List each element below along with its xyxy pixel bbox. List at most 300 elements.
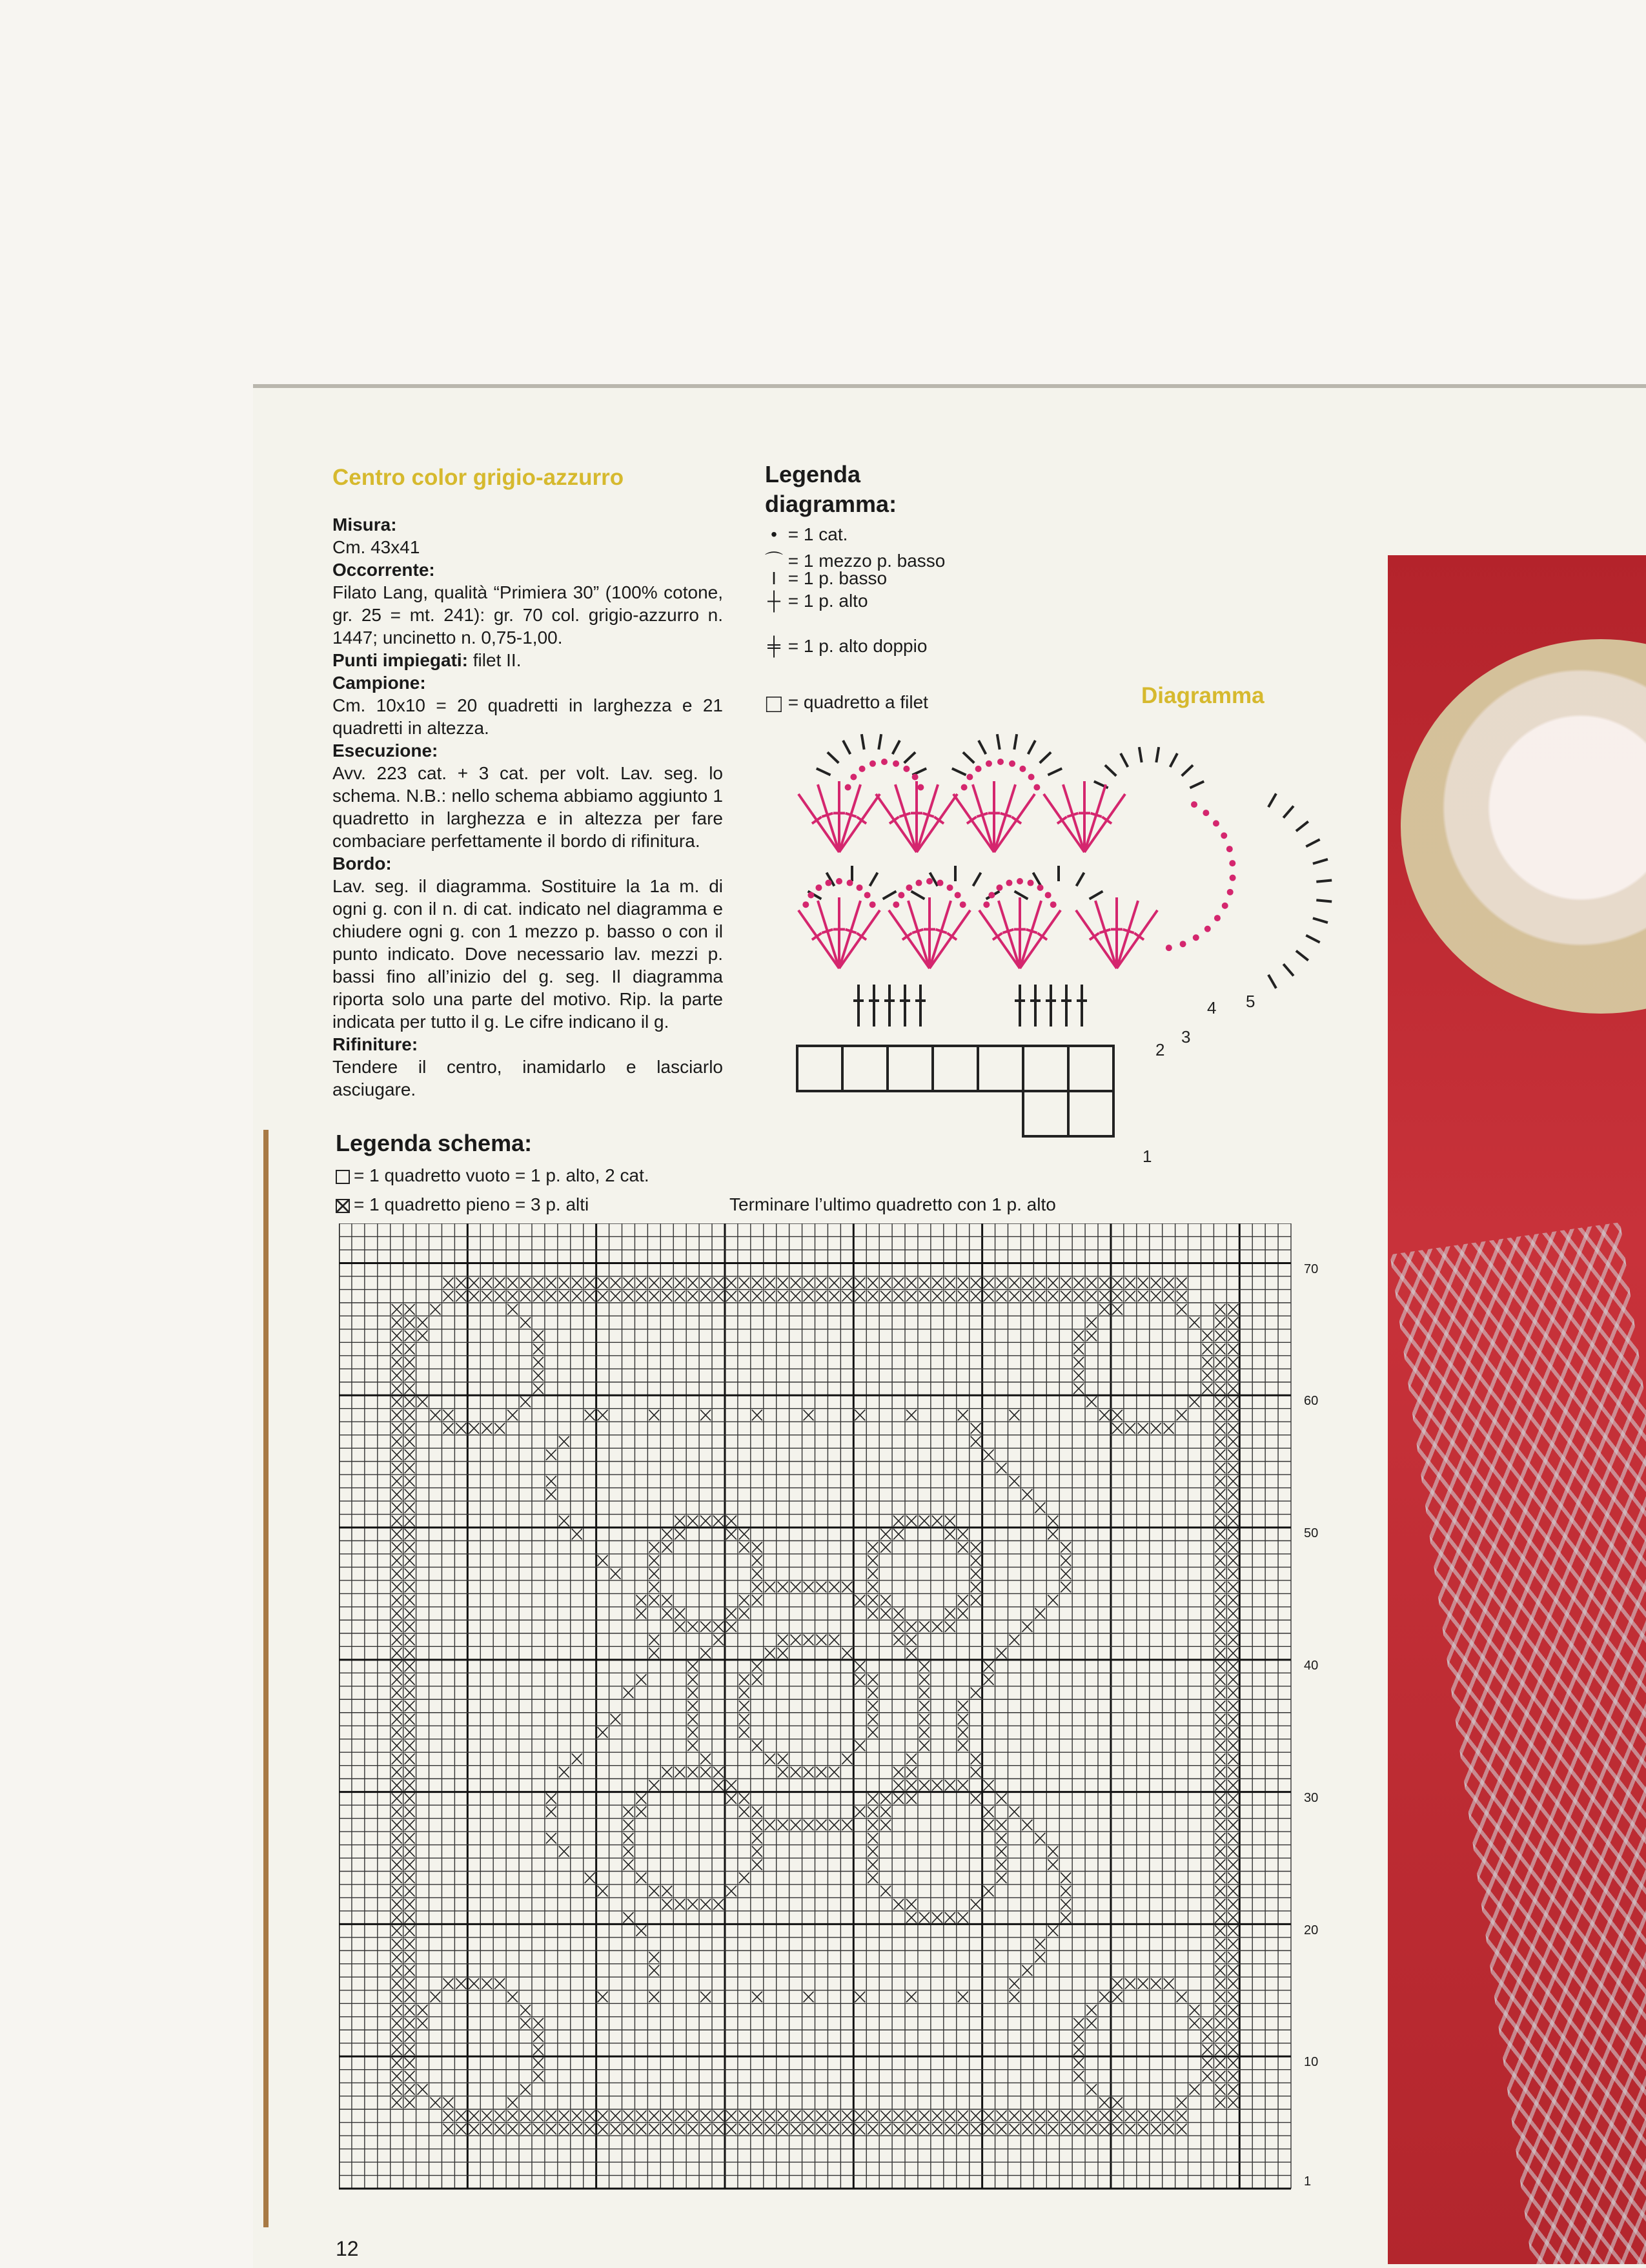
filled-cell <box>675 2124 685 2134</box>
filled-cell <box>494 1978 505 1988</box>
filled-cell <box>624 1278 634 1288</box>
filled-cell <box>636 1872 646 1883</box>
filled-cell <box>405 1793 415 1804</box>
row-label: 50 <box>1304 1526 1319 1541</box>
filled-cell <box>1035 1952 1045 1962</box>
filled-cell <box>392 1410 402 1420</box>
filled-cell <box>893 1278 904 1288</box>
filled-cell <box>1215 1410 1225 1420</box>
filled-cell <box>1215 2005 1225 2015</box>
filled-cell <box>533 1343 544 1354</box>
filled-cell <box>649 1582 659 1592</box>
filled-cell <box>1009 1410 1019 1420</box>
filled-cell <box>713 1780 724 1790</box>
filled-cell <box>1022 1489 1032 1500</box>
filled-cell <box>405 1780 415 1790</box>
filled-cell <box>662 2124 672 2134</box>
filled-cell <box>662 1608 672 1619</box>
filled-cell <box>405 1343 415 1354</box>
filled-cell <box>1190 2005 1200 2015</box>
filled-cell <box>791 1291 801 1301</box>
chart-note: Terminare l’ultimo quadretto con 1 p. alto <box>729 1194 1056 1214</box>
filled-cell <box>739 1595 749 1605</box>
filled-cell <box>958 1529 968 1539</box>
filled-cell <box>687 1714 698 1724</box>
filled-cell <box>392 1846 402 1857</box>
filled-cell <box>559 1846 569 1857</box>
filled-cell <box>893 2124 904 2134</box>
filled-cell <box>585 1278 595 1288</box>
filled-cell <box>997 1820 1007 1830</box>
filled-cell <box>1228 1939 1238 1949</box>
round-label: 2 <box>1155 1040 1165 1059</box>
filled-cell <box>1228 1899 1238 1909</box>
filled-cell <box>1009 1806 1019 1817</box>
filled-cell <box>1215 1423 1225 1433</box>
filled-cell <box>1228 1436 1238 1447</box>
filled-cell <box>752 1410 762 1420</box>
filled-cell <box>893 2110 904 2121</box>
filled-cell <box>392 1741 402 1751</box>
filled-cell <box>726 1621 737 1631</box>
instruction-section <box>332 649 723 671</box>
filled-cell <box>1061 1568 1071 1578</box>
filled-cell <box>392 1317 402 1327</box>
filled-cell <box>392 2018 402 2028</box>
filled-cell <box>520 2018 531 2028</box>
full-square-icon <box>336 1199 350 1213</box>
filled-cell <box>482 1291 492 1301</box>
filled-cell <box>739 1727 749 1737</box>
filled-cell <box>906 2124 917 2134</box>
filled-cell <box>649 2110 659 2121</box>
filled-cell <box>868 1688 878 1698</box>
filled-cell <box>546 1476 556 1486</box>
filled-cell <box>649 1886 659 1896</box>
filled-cell <box>1125 1978 1135 1988</box>
filled-cell <box>1202 1384 1212 1394</box>
filled-cell <box>778 1278 788 1288</box>
filled-cell <box>1215 1370 1225 1380</box>
filled-cell <box>958 1701 968 1711</box>
filled-cell <box>945 2110 955 2121</box>
filled-cell <box>1112 1291 1123 1301</box>
section-text: Filato Lang, qualità “Primiera 30” (100% cotone, gr. 25 = mt. 241): gr. 70 col. grigio-azzurro n. 1447; uncinetto n. 0,75-1,00. <box>332 582 723 648</box>
filled-cell <box>559 1436 569 1447</box>
filled-cell <box>919 1688 930 1698</box>
filled-cell <box>1215 1568 1225 1578</box>
filled-cell <box>1228 1688 1238 1698</box>
filled-cell <box>868 1820 878 1830</box>
filled-cell <box>418 2018 428 2028</box>
filled-cell <box>1099 1410 1110 1420</box>
legend-diagram-text: = 1 mezzo p. basso <box>783 551 946 571</box>
filled-cell <box>520 1396 531 1407</box>
filled-cell <box>1112 1278 1123 1288</box>
filled-cell <box>919 1621 930 1631</box>
filled-cell <box>778 1767 788 1777</box>
filled-cell <box>1177 2110 1187 2121</box>
filled-cell <box>1125 1278 1135 1288</box>
filled-cell <box>598 2124 608 2134</box>
filled-cell <box>726 1291 737 1301</box>
filled-cell <box>971 1582 981 1592</box>
filled-cell <box>1112 1992 1123 2002</box>
filled-cell <box>739 1793 749 1804</box>
filled-cell <box>559 1291 569 1301</box>
filled-cell <box>932 1780 942 1790</box>
filled-cell <box>868 1872 878 1883</box>
filled-cell <box>662 1278 672 1288</box>
instruction-section <box>332 558 723 649</box>
filled-cell <box>494 2110 505 2121</box>
filled-cell <box>932 1291 942 1301</box>
filled-cell <box>752 1291 762 1301</box>
filled-cell <box>765 1582 775 1592</box>
filled-cell <box>1228 1674 1238 1684</box>
filled-cell <box>649 2124 659 2134</box>
filled-cell <box>469 1423 479 1433</box>
filled-cell <box>649 1648 659 1658</box>
filled-cell <box>1228 1820 1238 1830</box>
stitch-symbol-icon: □ <box>766 690 782 718</box>
filled-cell <box>405 1357 415 1367</box>
filled-cell <box>1151 1291 1161 1301</box>
filled-cell <box>1048 2124 1058 2134</box>
filled-cell <box>752 1542 762 1553</box>
filled-cell <box>1073 1357 1084 1367</box>
filled-cell <box>906 1291 917 1301</box>
filled-cell <box>1086 1317 1097 1327</box>
filled-cell <box>984 1449 994 1460</box>
filled-cell <box>1177 1291 1187 1301</box>
filled-cell <box>546 2110 556 2121</box>
filled-cell <box>868 2110 878 2121</box>
filled-cell <box>572 2124 582 2134</box>
filled-cell <box>804 1291 814 1301</box>
filled-cell <box>662 1886 672 1896</box>
filled-cell <box>1112 1304 1123 1314</box>
filled-cell <box>611 2110 621 2121</box>
filled-cell <box>624 1912 634 1923</box>
stitch-symbol-icon: ╪ <box>767 636 780 656</box>
filled-cell <box>418 1396 428 1407</box>
filled-cell <box>443 1278 453 1288</box>
filled-cell <box>971 1688 981 1698</box>
filled-cell <box>1228 1343 1238 1354</box>
filled-cell <box>739 1714 749 1724</box>
filled-cell <box>906 1899 917 1909</box>
filled-cell <box>932 1278 942 1288</box>
filled-cell <box>507 1410 518 1420</box>
filled-cell <box>392 2071 402 2081</box>
filled-cell <box>636 2110 646 2121</box>
filled-cell <box>533 2018 544 2028</box>
filled-cell <box>1228 2031 1238 2041</box>
filled-cell <box>984 2124 994 2134</box>
filled-cell <box>1035 2124 1045 2134</box>
filled-cell <box>392 2058 402 2068</box>
filled-cell <box>1215 1529 1225 1539</box>
filled-cell <box>1061 2124 1071 2134</box>
filled-cell <box>1151 2110 1161 2121</box>
filled-cell <box>971 1899 981 1909</box>
filled-cell <box>906 1793 917 1804</box>
filled-cell <box>1228 1635 1238 1645</box>
filled-cell <box>945 1912 955 1923</box>
filled-cell <box>945 1780 955 1790</box>
filled-cell <box>713 1767 724 1777</box>
filled-cell <box>1215 2031 1225 2041</box>
filled-cell <box>1073 1331 1084 1341</box>
legend-diagram-item <box>765 568 887 589</box>
filled-cell <box>1061 1899 1071 1909</box>
filled-cell <box>726 1608 737 1619</box>
section-heading: Punti impiegati: <box>332 650 468 670</box>
filled-cell <box>1215 1899 1225 1909</box>
filled-cell <box>1215 1502 1225 1513</box>
filled-cell <box>1228 1529 1238 1539</box>
filled-cell <box>880 1886 891 1896</box>
filled-cell <box>405 2071 415 2081</box>
filled-cell <box>1009 1992 1019 2002</box>
border-diagram <box>755 723 1375 1175</box>
filled-cell <box>546 1833 556 1843</box>
filled-cell <box>687 1278 698 1288</box>
filled-cell <box>405 1489 415 1500</box>
filled-cell <box>392 1701 402 1711</box>
filled-cell <box>1151 1423 1161 1433</box>
filled-cell <box>1215 1912 1225 1923</box>
filled-cell <box>456 1291 466 1301</box>
legend-diagram-item <box>765 524 848 545</box>
filled-cell <box>1202 2071 1212 2081</box>
filled-cell <box>1215 1780 1225 1790</box>
filled-cell <box>1061 1886 1071 1896</box>
filled-cell <box>791 2124 801 2134</box>
round-label: 3 <box>1181 1027 1191 1047</box>
filled-cell <box>1215 1449 1225 1460</box>
filled-cell <box>752 1555 762 1566</box>
filled-cell <box>598 1886 608 1896</box>
legend-chart-full <box>336 1194 589 1215</box>
section-text: Tendere il centro, inamidarlo e lasciarlo asciugare. <box>332 1057 723 1099</box>
row-label: 30 <box>1304 1790 1319 1805</box>
filled-cell <box>713 1621 724 1631</box>
filled-cell <box>791 2110 801 2121</box>
filled-cell <box>1228 1859 1238 1870</box>
filled-cell <box>1099 1291 1110 1301</box>
filled-cell <box>700 1767 711 1777</box>
filled-cell <box>687 2110 698 2121</box>
filled-cell <box>546 1449 556 1460</box>
filled-cell <box>1086 2084 1097 2094</box>
filled-cell <box>1228 1384 1238 1394</box>
filled-cell <box>1009 2124 1019 2134</box>
filled-cell <box>585 1872 595 1883</box>
filled-cell <box>868 2124 878 2134</box>
filled-cell <box>507 1291 518 1301</box>
filled-cell <box>405 1449 415 1460</box>
filled-cell <box>906 1753 917 1764</box>
filled-cell <box>1035 1291 1045 1301</box>
filled-cell <box>997 1833 1007 1843</box>
filled-cell <box>405 1463 415 1473</box>
filled-cell <box>443 2098 453 2108</box>
filled-cell <box>700 1291 711 1301</box>
filled-cell <box>971 1436 981 1447</box>
filled-cell <box>611 1568 621 1578</box>
filled-cell <box>778 1648 788 1658</box>
filled-cell <box>533 1291 544 1301</box>
legend-diagram-text: = 1 p. alto <box>783 591 868 611</box>
filled-cell <box>392 2084 402 2094</box>
filled-cell <box>392 2005 402 2015</box>
filled-cell <box>1138 1291 1148 1301</box>
filled-cell <box>546 1806 556 1817</box>
filled-cell <box>893 1291 904 1301</box>
round-label: 4 <box>1207 998 1217 1017</box>
filled-cell <box>868 1793 878 1804</box>
filled-cell <box>392 1489 402 1500</box>
filled-cell <box>893 1516 904 1526</box>
filled-cell <box>392 1899 402 1909</box>
filled-cell <box>649 1410 659 1420</box>
filled-cell <box>598 1555 608 1566</box>
filled-cell <box>1073 2031 1084 2041</box>
filled-cell <box>546 1278 556 1288</box>
filled-cell <box>958 1608 968 1619</box>
filled-cell <box>817 1635 827 1645</box>
filled-cell <box>752 1806 762 1817</box>
filled-cell <box>1228 1978 1238 1988</box>
filled-cell <box>533 1370 544 1380</box>
filled-cell <box>1228 2005 1238 2015</box>
filled-cell <box>778 1820 788 1830</box>
filled-cell <box>649 1965 659 1976</box>
filled-cell <box>868 1833 878 1843</box>
filled-cell <box>1138 1423 1148 1433</box>
filled-cell <box>456 1278 466 1288</box>
filled-cell <box>1099 1992 1110 2002</box>
filled-cell <box>945 1278 955 1288</box>
filled-cell <box>572 1291 582 1301</box>
chart-grid <box>339 1223 1291 2189</box>
filled-cell <box>997 1793 1007 1804</box>
filled-cell <box>392 1820 402 1830</box>
filled-cell <box>1125 2124 1135 2134</box>
filled-cell <box>1228 1317 1238 1327</box>
filled-cell <box>880 1291 891 1301</box>
filled-cell <box>726 1278 737 1288</box>
filled-cell <box>675 1621 685 1631</box>
filled-cell <box>1177 2098 1187 2108</box>
filled-cell <box>997 1278 1007 1288</box>
filled-cell <box>1073 2018 1084 2028</box>
filled-cell <box>1215 1661 1225 1671</box>
filled-cell <box>1228 1780 1238 1790</box>
filled-cell <box>405 1423 415 1433</box>
filled-cell <box>855 1992 865 2002</box>
filled-cell <box>443 1291 453 1301</box>
filled-cell <box>405 1502 415 1513</box>
filled-cell <box>456 2110 466 2121</box>
filled-cell <box>817 1278 827 1288</box>
filled-cell <box>649 1635 659 1645</box>
filled-cell <box>868 1542 878 1553</box>
filled-cell <box>585 2124 595 2134</box>
filled-cell <box>1215 1952 1225 1962</box>
filled-cell <box>675 1529 685 1539</box>
filled-cell <box>1215 1357 1225 1367</box>
filled-cell <box>1073 2110 1084 2121</box>
filled-cell <box>662 1595 672 1605</box>
filled-cell <box>906 1410 917 1420</box>
filled-cell <box>829 2124 839 2134</box>
filled-cell <box>559 1516 569 1526</box>
filled-cell <box>1009 1278 1019 1288</box>
filled-cell <box>804 2110 814 2121</box>
filled-cell <box>778 2110 788 2121</box>
filled-cell <box>405 1410 415 1420</box>
filled-cell <box>1164 2124 1174 2134</box>
filled-cell <box>1177 2124 1187 2134</box>
filled-cell <box>1215 1846 1225 1857</box>
filled-cell <box>1035 1833 1045 1843</box>
filled-cell <box>971 1278 981 1288</box>
filled-cell <box>636 1278 646 1288</box>
filled-cell <box>893 1529 904 1539</box>
filled-cell <box>919 1741 930 1751</box>
filled-cell <box>1228 1727 1238 1737</box>
filled-cell <box>817 2110 827 2121</box>
filled-cell <box>624 1688 634 1698</box>
filled-cell <box>1215 2071 1225 2081</box>
filled-cell <box>893 1608 904 1619</box>
filled-cell <box>1202 1331 1212 1341</box>
filled-cell <box>624 1846 634 1857</box>
filled-cell <box>713 2110 724 2121</box>
filled-cell <box>906 1780 917 1790</box>
filled-cell <box>1228 1648 1238 1658</box>
filled-cell <box>919 1714 930 1724</box>
filled-cell <box>868 1674 878 1684</box>
filled-cell <box>1215 1714 1225 1724</box>
section-heading: Rifiniture: <box>332 1034 418 1054</box>
filled-cell <box>1228 1449 1238 1460</box>
filled-cell <box>984 1806 994 1817</box>
filled-cell <box>1215 1925 1225 1936</box>
filled-cell <box>893 1635 904 1645</box>
filled-cell <box>817 2124 827 2134</box>
filled-cell <box>932 1912 942 1923</box>
filled-cell <box>418 2005 428 2015</box>
filled-cell <box>405 1753 415 1764</box>
filled-cell <box>958 1912 968 1923</box>
pattern-title: Centro color grigio-azzurro <box>332 465 624 490</box>
filled-cell <box>817 1767 827 1777</box>
filled-cell <box>1228 1833 1238 1843</box>
filled-cell <box>880 1529 891 1539</box>
filled-cell <box>636 1925 646 1936</box>
filled-cell <box>392 1939 402 1949</box>
filled-cell <box>1086 2110 1097 2121</box>
filled-cell <box>1099 1304 1110 1314</box>
filled-cell <box>804 1410 814 1420</box>
filled-cell <box>1086 2005 1097 2015</box>
filled-cell <box>405 1674 415 1684</box>
filled-cell <box>1073 2045 1084 2055</box>
